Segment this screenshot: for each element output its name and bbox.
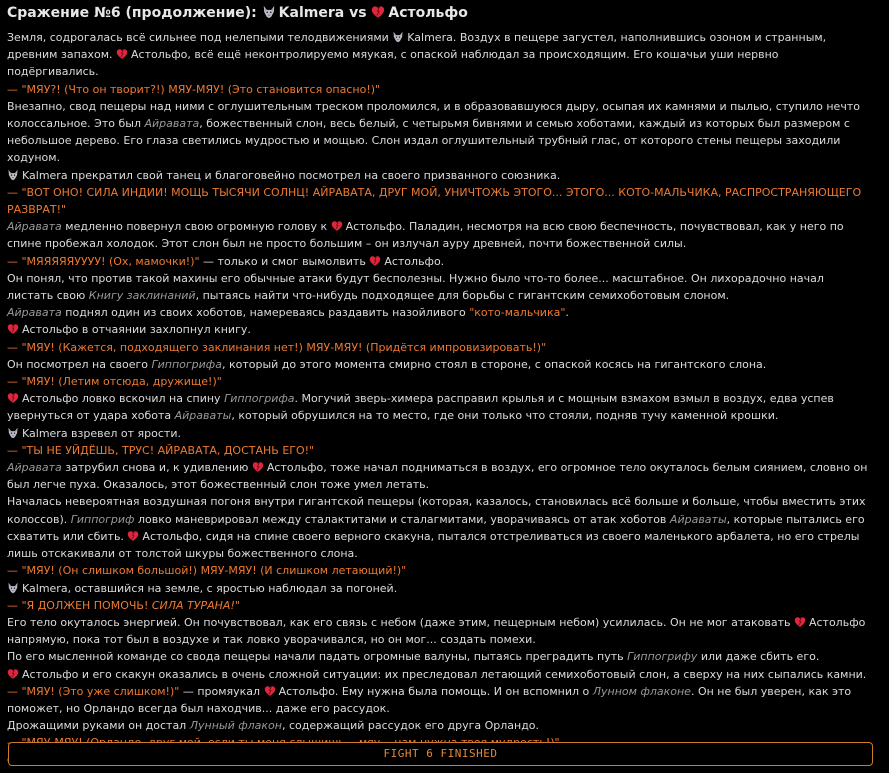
character-name: Айраваты: [669, 512, 727, 526]
shout-inline: — "МЯУ! (Это уже слишком!)": [7, 684, 180, 698]
banner-label: FIGHT 6 FINISHED: [383, 747, 498, 760]
heart-icon: [116, 48, 128, 60]
character-name: Айравата: [144, 117, 200, 131]
shout-line: — "ВОТ ОНО! СИЛА ИНДИИ! МОЩЬ ТЫСЯЧИ СОЛНЦ! АЙРАВАТА, ДРУГ МОЙ, УНИЧТОЖЬ ЭТОГО... ЭТОГО... КОТО-МАЛЬЧИКА, РАСПРОСТРАНЯЮЩЕГО РАЗВРАТ!": [7, 185, 862, 217]
wolf-icon: [392, 31, 404, 43]
wolf-icon: [7, 169, 19, 181]
fighter2-name: Астольфо: [388, 5, 468, 21]
heart-icon: [264, 685, 276, 697]
character-name: Гиппогрифа: [151, 357, 222, 371]
shout-line: — "Я ДОЛЖЕН ПОМОЧЬ! СИЛА ТУРАНА!": [7, 598, 240, 612]
paragraph: Kalmera, оставшийся на земле, с яростью наблюдал за погоней.: [7, 580, 871, 597]
character-name: Айравата: [7, 220, 62, 234]
paragraph: Астольфо ловко вскочил на спину Гиппогрифа. Могучий зверь-химера расправил крылья и с мощным взмахом взмыл в воздух, едва успев увернуться от удара хобота Айраваты, который обрушился на то место, где они только что стояли, подняв тучу каменной крошки.: [7, 392, 834, 423]
heart-icon: [371, 5, 385, 19]
heart-icon: [331, 220, 343, 232]
heart-icon: [7, 668, 19, 680]
shout-line: — "МЯУ! (Он слишком большой!) МЯУ-МЯУ! (И слишком летающий!)": [7, 564, 407, 578]
character-name: Гиппогриф: [70, 512, 135, 526]
shout-line: — "МЯУ?! (Что он творит?!) МЯУ-МЯУ! (Это становится опасно!)": [7, 82, 381, 96]
shout-inline: "кото-мальчика": [469, 306, 566, 320]
heart-icon: [252, 461, 264, 473]
shout-line: — "ТЫ НЕ УЙДЁШЬ, ТРУС! АЙРАВАТА, ДОСТАНЬ ЕГО!": [7, 443, 315, 457]
paragraph: Внезапно, свод пещеры над ними с оглушительным треском проломился, и в образовавшуюся дыру, осыпая их камнями и пылью, ступило нечто колоссальное. Это был Айравата, божественный слон, весь белый, с четырьмя бивнями и семью хоботами, каждый из которых был размером с небольшое дерево. Его глаза светились мудростью и мощью. Слон издал оглушительный трубный глас, от которого стены пещеры заходили ходуном.: [7, 99, 860, 165]
page-title: [7, 3, 882, 23]
heart-icon: [7, 323, 19, 335]
paragraph: Айравата затрубил снова и, к удивлению Астольфо, тоже начал подниматься в воздух, его огромное тело окуталось белым сиянием, словно он был легче пуха. Оказалось, этот божественный слон тоже умел летать.: [7, 461, 868, 492]
paragraph: Астольфо в отчаянии захлопнул книгу.: [7, 321, 871, 338]
character-name: Гиппогрифу: [627, 650, 698, 664]
paragraph: Он понял, что против такой махины его обычные атаки будут бесполезны. Нужно было что-то более... масштабное. Он лихорадочно начал листать свою Книгу заклинаний, пытаясь найти что-нибудь подходящее для борьбы с гигантским семихоботовым слоном.: [7, 271, 824, 303]
wolf-icon: [7, 582, 19, 594]
vs-label: vs: [349, 5, 367, 21]
fighter1-name: Kalmera: [278, 5, 345, 21]
paragraph: Kalmera взревел от ярости.: [7, 425, 871, 442]
heart-icon: [127, 530, 139, 542]
wolf-icon: [262, 5, 276, 19]
paragraph: Он посмотрел на своего Гиппогрифа, который до этого момента смирно стоял в стороне, с опаской косясь на гигантского слона.: [7, 357, 767, 371]
heart-icon: [7, 392, 19, 404]
fight-finished-banner: [8, 742, 873, 766]
paragraph: — "МЯУ! (Это уже слишком!)" — промяукал Астольфо. Ему нужна была помощь. И он вспомнил о Лунном флаконе. Он не был уверен, как это поможет, но Орландо всегда был находчив... даже его рассудок.: [7, 684, 852, 715]
paragraph: Земля, содрогалась всё сильнее под нелепыми телодвижениями Kalmera. Воздух в пещере загустел, наполнившись озоном и странным, древним запахом. Астольфо, всё ещё неконтролируемо мяукая, с опаской наблюдал за происходящим. Его кошачьи уши нервно подёргивались.: [7, 31, 827, 79]
title-prefix: Сражение №6 (продолжение):: [7, 5, 257, 21]
heart-icon: [794, 616, 806, 628]
character-name: Айравата: [7, 306, 62, 320]
character-name: Айраваты: [174, 409, 232, 423]
shout-line: — "МЯУ! (Летим отсюда, дружище!)": [7, 375, 222, 389]
paragraph: Астольфо и его скакун оказались в очень сложной ситуации: их преследовал летающий семихоботовый слон, а сверху на них сыпались камни.: [7, 666, 871, 683]
wolf-icon: [7, 427, 19, 439]
heart-icon: [369, 255, 381, 267]
paragraph: По его мысленной команде со свода пещеры начали падать огромные валуны, пытаясь преградить путь Гиппогрифу или даже сбить его.: [7, 650, 820, 664]
item-name: Книгу заклинаний: [88, 289, 196, 303]
paragraph: Началась невероятная воздушная погоня внутри гигантской пещеры (которая, казалось, становилась всё больше и больше, чтобы вместить этих колоссов). Гиппогриф ловко маневрировал между сталактитами и сталагмитами, уворачиваясь от атак хоботов Айраваты, которые пытались его схватить или сбить. Астольфо, сидя на спине своего верного скакуна, пытался отстреливаться из своего маленького арбалета, но его стрелы лишь отскакивали от толстой шкуры божественного слона.: [7, 495, 866, 561]
story-text: [7, 29, 871, 769]
shout-line: — "МЯУ! (Кажется, подходящего заклинания нет!) МЯУ-МЯУ! (Придётся импровизировать!)": [7, 340, 547, 354]
character-name: Айравата: [7, 461, 62, 475]
shout-inline: — "МЯЯЯЯЯУУУУ! (Ох, мамочки!)": [7, 254, 200, 268]
paragraph: Его тело окуталось энергией. Он почувствовал, как его связь с небом (даже этим, пещерным небом) усилилась. Он не мог атаковать Астольфо напрямую, пока тот был в воздухе и так ловко уворачивался, но он мог... создать помехи.: [7, 615, 866, 647]
paragraph: — "МЯЯЯЯЯУУУУ! (Ох, мамочки!)" — только и смог вымолвить Астольфо.: [7, 254, 445, 268]
paragraph: Kalmera прекратил свой танец и благоговейно посмотрел на своего призванного союзника.: [7, 167, 871, 184]
paragraph: Айравата поднял один из своих хоботов, намереваясь раздавить назойливого "кото-мальчика".: [7, 306, 569, 320]
item-name: Лунном флаконе: [592, 684, 691, 698]
paragraph: Айравата медленно повернул свою огромную голову к Астольфо. Паладин, несмотря на всю свою беспечность, почувствовал, как у него по спине пробежал холодок. Этот слон был не просто большим – он излучал ауру древней, почти божественной силы.: [7, 220, 844, 251]
character-name: Гиппогрифа: [224, 392, 295, 406]
item-name: Лунный флакон: [189, 719, 282, 733]
paragraph: Дрожащими руками он достал Лунный флакон, содержащий рассудок его друга Орландо.: [7, 719, 540, 733]
